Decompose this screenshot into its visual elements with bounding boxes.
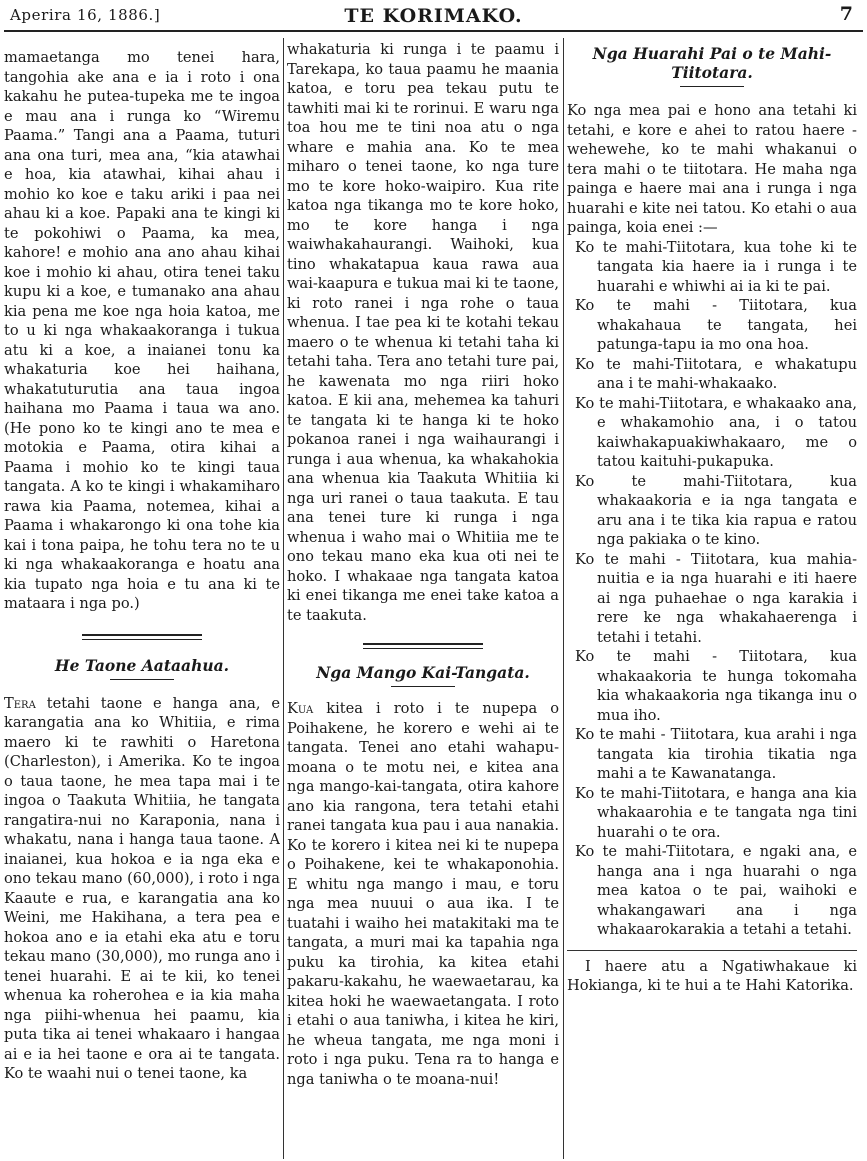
- article-heading: Nga Huarahi Pai o te Mahi-Tiitotara.: [592, 44, 832, 82]
- heading-rule: [110, 679, 174, 680]
- column-1: [4, 38, 280, 1161]
- column-2: [287, 38, 559, 1161]
- list-item: Ko te mahi-Tiitotara, e hanga ana kia whakaarohia e te tangata nga tini huarahi o te ora.: [575, 784, 857, 841]
- article-heading: Nga Mango Kai-Tangata.: [316, 663, 530, 682]
- column-divider: [283, 38, 284, 1159]
- article-body: [4, 694, 280, 1084]
- article-lead-word: Tera: [4, 694, 36, 712]
- section-separator: [82, 632, 202, 642]
- header-rule: [4, 30, 863, 32]
- news-notice: I haere atu a Ngatiwhakaue ki Hokianga, ki te hui a te Hahi Katorika.: [567, 957, 857, 994]
- list-item: Ko te mahi - Tiitotara, kua mahia-nuitia e ia nga huarahi e iti haere ai nga puhaehae o nga karakia i rere ke nga whakahaerenga i tetahi i tetahi.: [575, 550, 857, 646]
- article-continuation: mamaetanga mo tenei hara, tangohia ake ana e ia i roto i ona kakahu he putea-tupeka me te ingoa e mau ana i runga ko “Wiremu Paama.” Tangi ana a Paama, tuturi ana ona turi, mea ana, “kia atawhai e hoa, kia atawhai, kihai ahau i mohio ko koe e taku ariki i paa nei ahau ki a koe. Papaki ana te kingi ki te pokohiwi o Paama, ka mea, kahore! e mohio ana ano ahau kihai koe i mohio ki ahau, otira tenei taku kupu ki a koe, e tumanako ana ahau kia pena me koe nga hoia katoa, me to u ki nga whakaakoranga i tukua atu ki a koe, a inaianei tonu ka whakaturia koe hei haihana, whakatuturutia ana taua ingoa haihana mo Paama i taua wa ano. (He pono ko te kingi ano te mea e motokia e Paama, otira kihai a Paama i mohio ko te kingi taua tangata. A ko te kingi i whakamiharo rawa kia Paama, notemea, kihai a Paama i whakarongo ki ona tohe kia kai i tona paipa, he tohu tera no te u ki nga whakaakoranga e hoatu ana kia tupato nga hoia e tu ana ki te mataara i nga po.): [4, 49, 280, 612]
- column-3: [567, 38, 857, 1161]
- page-number: 7: [839, 3, 853, 25]
- list-item: Ko te mahi - Tiitotara, kua whakaakoria te hunga tokomaha kia whakaakoria nga tikanga inu o mua iho.: [575, 648, 857, 724]
- article-continuation: whakaturia ki runga i te paamu i Tarekapa, ko taua paamu he maania katoa, e toru pea tekau putu te tawhiti mai ki te rorinui. E waru nga toa hou me te tini noa atu o nga whare e mahia ana. Ko te mea miharo o tenei taone, ko nga ture mo te kore hoko-waipiro. Kua rite katoa nga tikanga mo te kore hoko, mo te kore hanga i nga waiwhakahaurangi. Waihoki, kua tino whakatapua kaua rawa aua wai-kaapura e tukua mai ki te taone, ki roto ranei i nga rohe o taua whenua. I tae pea ki te kotahi tekau maero o te whenua ki tetahi taha ki tetahi taha. Tera ano tetahi ture pai, he kawenata mo nga riiri hoko katoa. E kii ana, mehemea ka tahuri te tangata ki te hanga ki te hoko pokanoa ranei i nga waihaurangi i runga i aua whenua, ka whakahokia ana whenua kia Taakuta Whitiia ki nga uri ranei o taua taakuta. E tau ana tenei ture ki runga i nga whenua i waho mai o Whitiia me te ono tekau mano eka kua oti nei te hoko. I whakaae nga tangata katoa ki enei tikanga me enei take katoa a te taakuta.: [287, 41, 559, 624]
- section-rule: [567, 950, 857, 951]
- article-heading: He Taone Aataahua.: [54, 655, 230, 675]
- newspaper-title: TE KORIMAKO.: [344, 5, 523, 27]
- heading-rule: [680, 86, 744, 87]
- list-item: Ko te mahi - Tiitotara, kua whakahaua te tangata, hei patunga-tapu ia mo ona hoa.: [575, 297, 857, 353]
- list-item: Ko te mahi-Tiitotara, e ngaki ana, e hanga ana i nga huarahi o nga mea katoa o te pai, waihoki e whakangawari ana i nga whakaarokarakia a tetahi a tetahi.: [575, 843, 857, 938]
- page-header: [0, 0, 867, 38]
- list-item: Ko te mahi - Tiitotara, kua arahi i nga tangata kia tirohia tikatia nga mahi a te Kawanatanga.: [575, 726, 857, 782]
- article-intro: Ko nga mea pai e hono ana tetahi ki tetahi, e kore e ahei to ratou haere - wehewehe, ko te mahi whakanui o tera mahi o te tiitotara. He maha nga painga e haere mai ana i runga i nga huarahi e kite nei tatou. Ko etahi o aua painga, koia enei :—: [567, 102, 857, 236]
- section-separator: [363, 641, 483, 651]
- article-body: [287, 699, 559, 1089]
- article-lead-word: Kua: [287, 700, 314, 717]
- issue-date: Aperira 16, 1886.]: [10, 6, 161, 24]
- list-item: Ko te mahi-Tiitotara, kua whakaakoria e ia nga tangata e aru ana i te tika kia rapua e ratou nga pakiaka o te kino.: [575, 472, 857, 548]
- benefits-list: [567, 238, 857, 940]
- article-text: tetahi taone e hanga ana, e karangatia ana ko Whitiia, e rima maero ki te rawhiti o Haretona (Charleston), i Amerika. Ko te ingoa o taua taone, he mea tapa mai i te ingoa o Taakuta Whitiia, he tangata rangatira-nui no Karaponia, nana i whakatu, nana i hanga taua taone. A inaianei, kua hokoa e ia nga eka e ono tekau mano (60,000), i roto i nga Kaaute e rua, e karangatia ana ko Weini, me Hakihana, a tera pea e hokoa ano e ia etahi eka atu e toru tekau mano (30,000), mo runga ano i tenei huarahi. E ai te kii, ko tenei whenua ka roherohea e ia kia maha nga piihi-whenua hei paamu, kia puta tika ai tenei whakaaro i hangaa ai e ia hei taone e ora ai te tangata. Ko te waahi nui o tenei taone, ka: [4, 694, 280, 1082]
- list-item: Ko te mahi-Tiitotara, kua tohe ki te tangata kia haere ia i runga i te huarahi e whiwhi ai ia ki te pai.: [575, 238, 857, 295]
- list-item: Ko te mahi-Tiitotara, e whakatupu ana i te mahi-whakaako.: [575, 355, 857, 392]
- column-divider: [563, 38, 564, 1159]
- article-text: kitea i roto i te nupepa o Poihakene, he korero e wehi ai te tangata. Tenei ano etahi wahapu-moana o te motu nei, e kitea ana nga mango-kai-tangata, otira kahore ano kia rangona, tera tetahi etahi ranei tangata kua pau i aua nanakia. Ko te korero i kitea nei ki te nupepa o Poihakene, kei te whakaponohia. E whitu nga mango i mau, e toru nga mea nuuui o aua ika. I te tuatahi i waiho hei matakitaki ma te tangata, a muri mai ka tapahia nga puku ka tirohia, ka kitea etahi pakaru-kakahu, he waewaetarau, ka kitea hoki he waewaetangata. I roto i etahi o aua taniwha, i kitea he kiri, he wheua tangata, me nga moni i roto i nga puku. Tena ra to hanga e nga taniwha o te moana-nui!: [287, 700, 559, 1088]
- heading-rule: [391, 686, 455, 687]
- list-item: Ko te mahi-Tiitotara, e whakaako ana, e whakamohio ana, i o tatou kaiwhakapuakiwhakaaro, me o tatou kaituhi-pukapuka.: [575, 394, 857, 470]
